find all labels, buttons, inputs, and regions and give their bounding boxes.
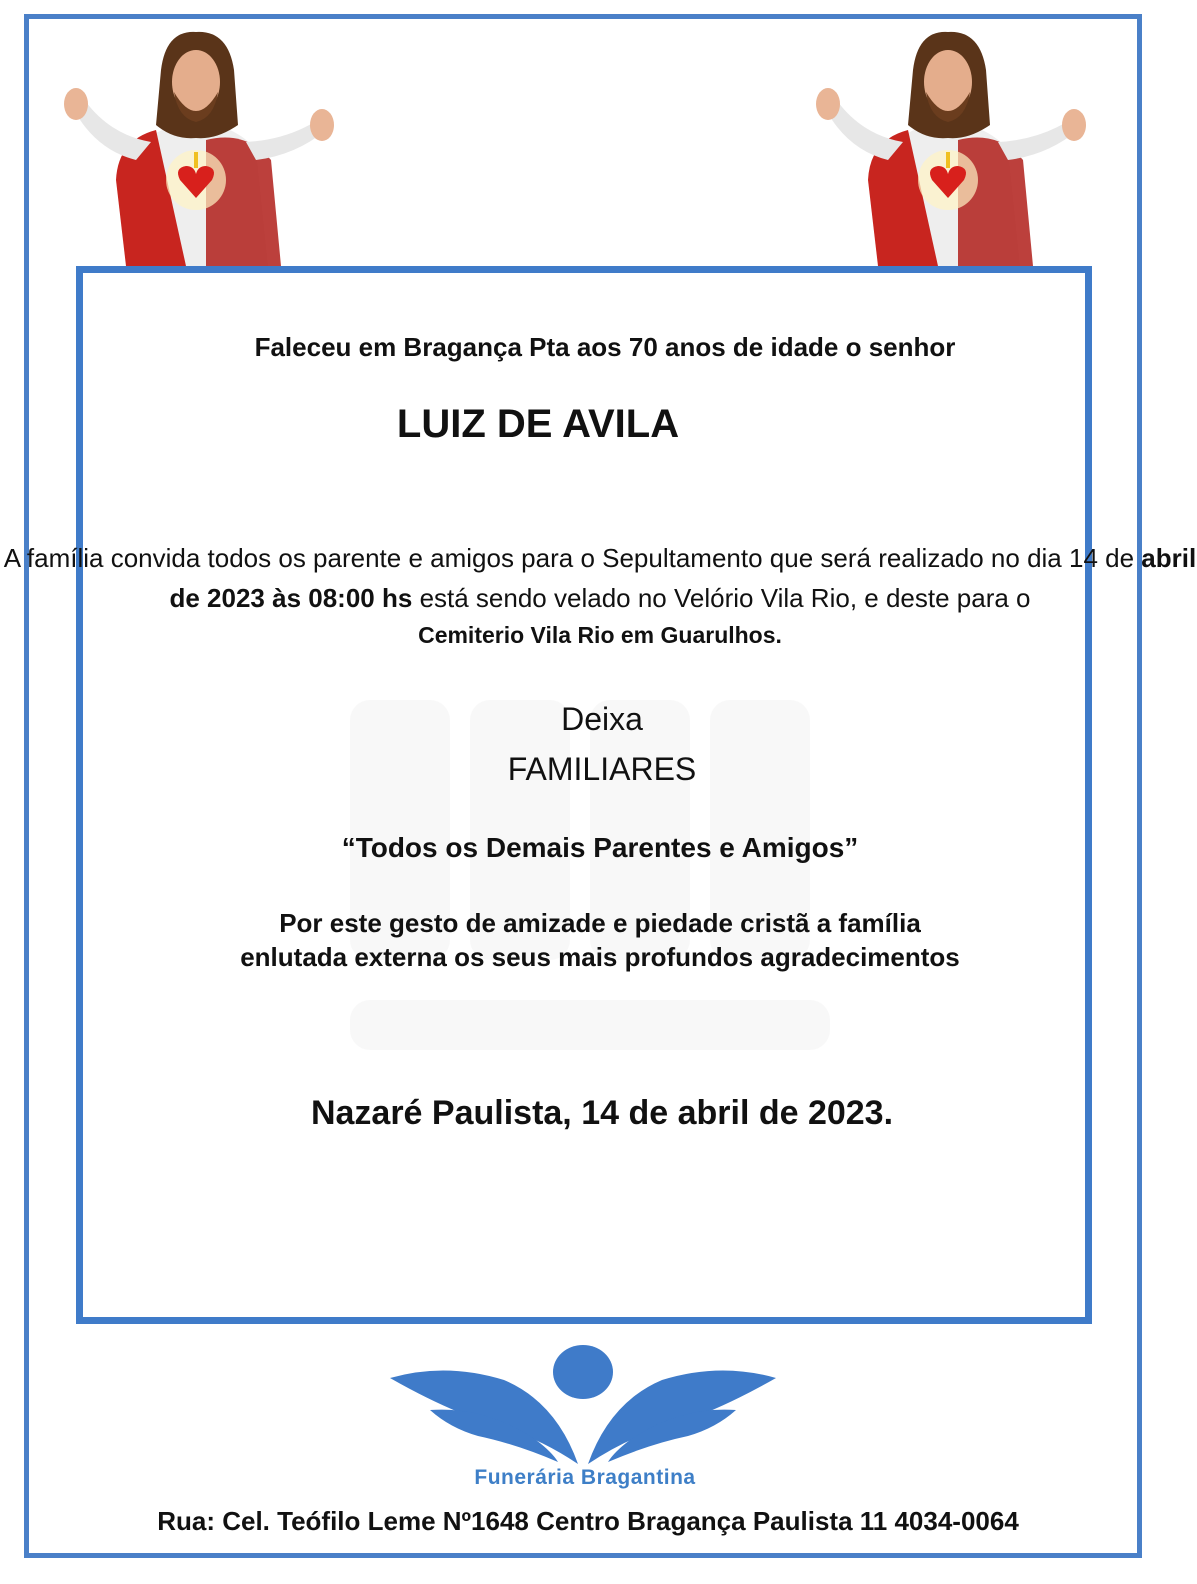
- death-announcement: Faleceu em Bragança Pta aos 70 anos de idade o senhor: [254, 332, 956, 362]
- thanks-line-1: Por este gesto de amizade e piedade cristã a família: [279, 908, 921, 938]
- funeral-home-address: Rua: Cel. Teófilo Leme Nº1648 Centro Bragança Paulista 11 4034-0064: [157, 1506, 1019, 1536]
- thanks-message: [0, 906, 1197, 974]
- deceased-name: LUIZ DE AVILA: [396, 402, 680, 446]
- funeral-details-part1: A família convida todos os parente e amigos para o Sepultamento que será realizado no dia 14 de: [3, 543, 1135, 573]
- survivors-label: Deixa: [561, 701, 643, 737]
- place-and-date: Nazaré Paulista, 14 de abril de 2023.: [310, 1094, 894, 1132]
- funeral-home-name: Funerária Bragantina: [474, 1466, 696, 1489]
- funeral-details: [0, 538, 1197, 652]
- survivors-value: FAMILIARES: [507, 751, 697, 787]
- funeral-details-part3: está sendo velado no Velório Vila Rio, e deste para o: [419, 583, 1031, 613]
- funeral-date-time: abril de 2023 às 08:00 hs: [169, 543, 1197, 613]
- funeral-home-logo-icon: [386, 1340, 780, 1470]
- sacred-heart-figure-right-icon: [808, 30, 1088, 266]
- relatives-quote: “Todos os Demais Parentes e Amigos”: [341, 832, 859, 863]
- sacred-heart-figure-left-icon: [56, 30, 336, 266]
- thanks-line-2: enlutada externa os seus mais profundos agradecimentos: [240, 942, 960, 972]
- survivors: [0, 694, 1197, 794]
- cemetery-name: Cemiterio Vila Rio em Guarulhos.: [418, 622, 782, 648]
